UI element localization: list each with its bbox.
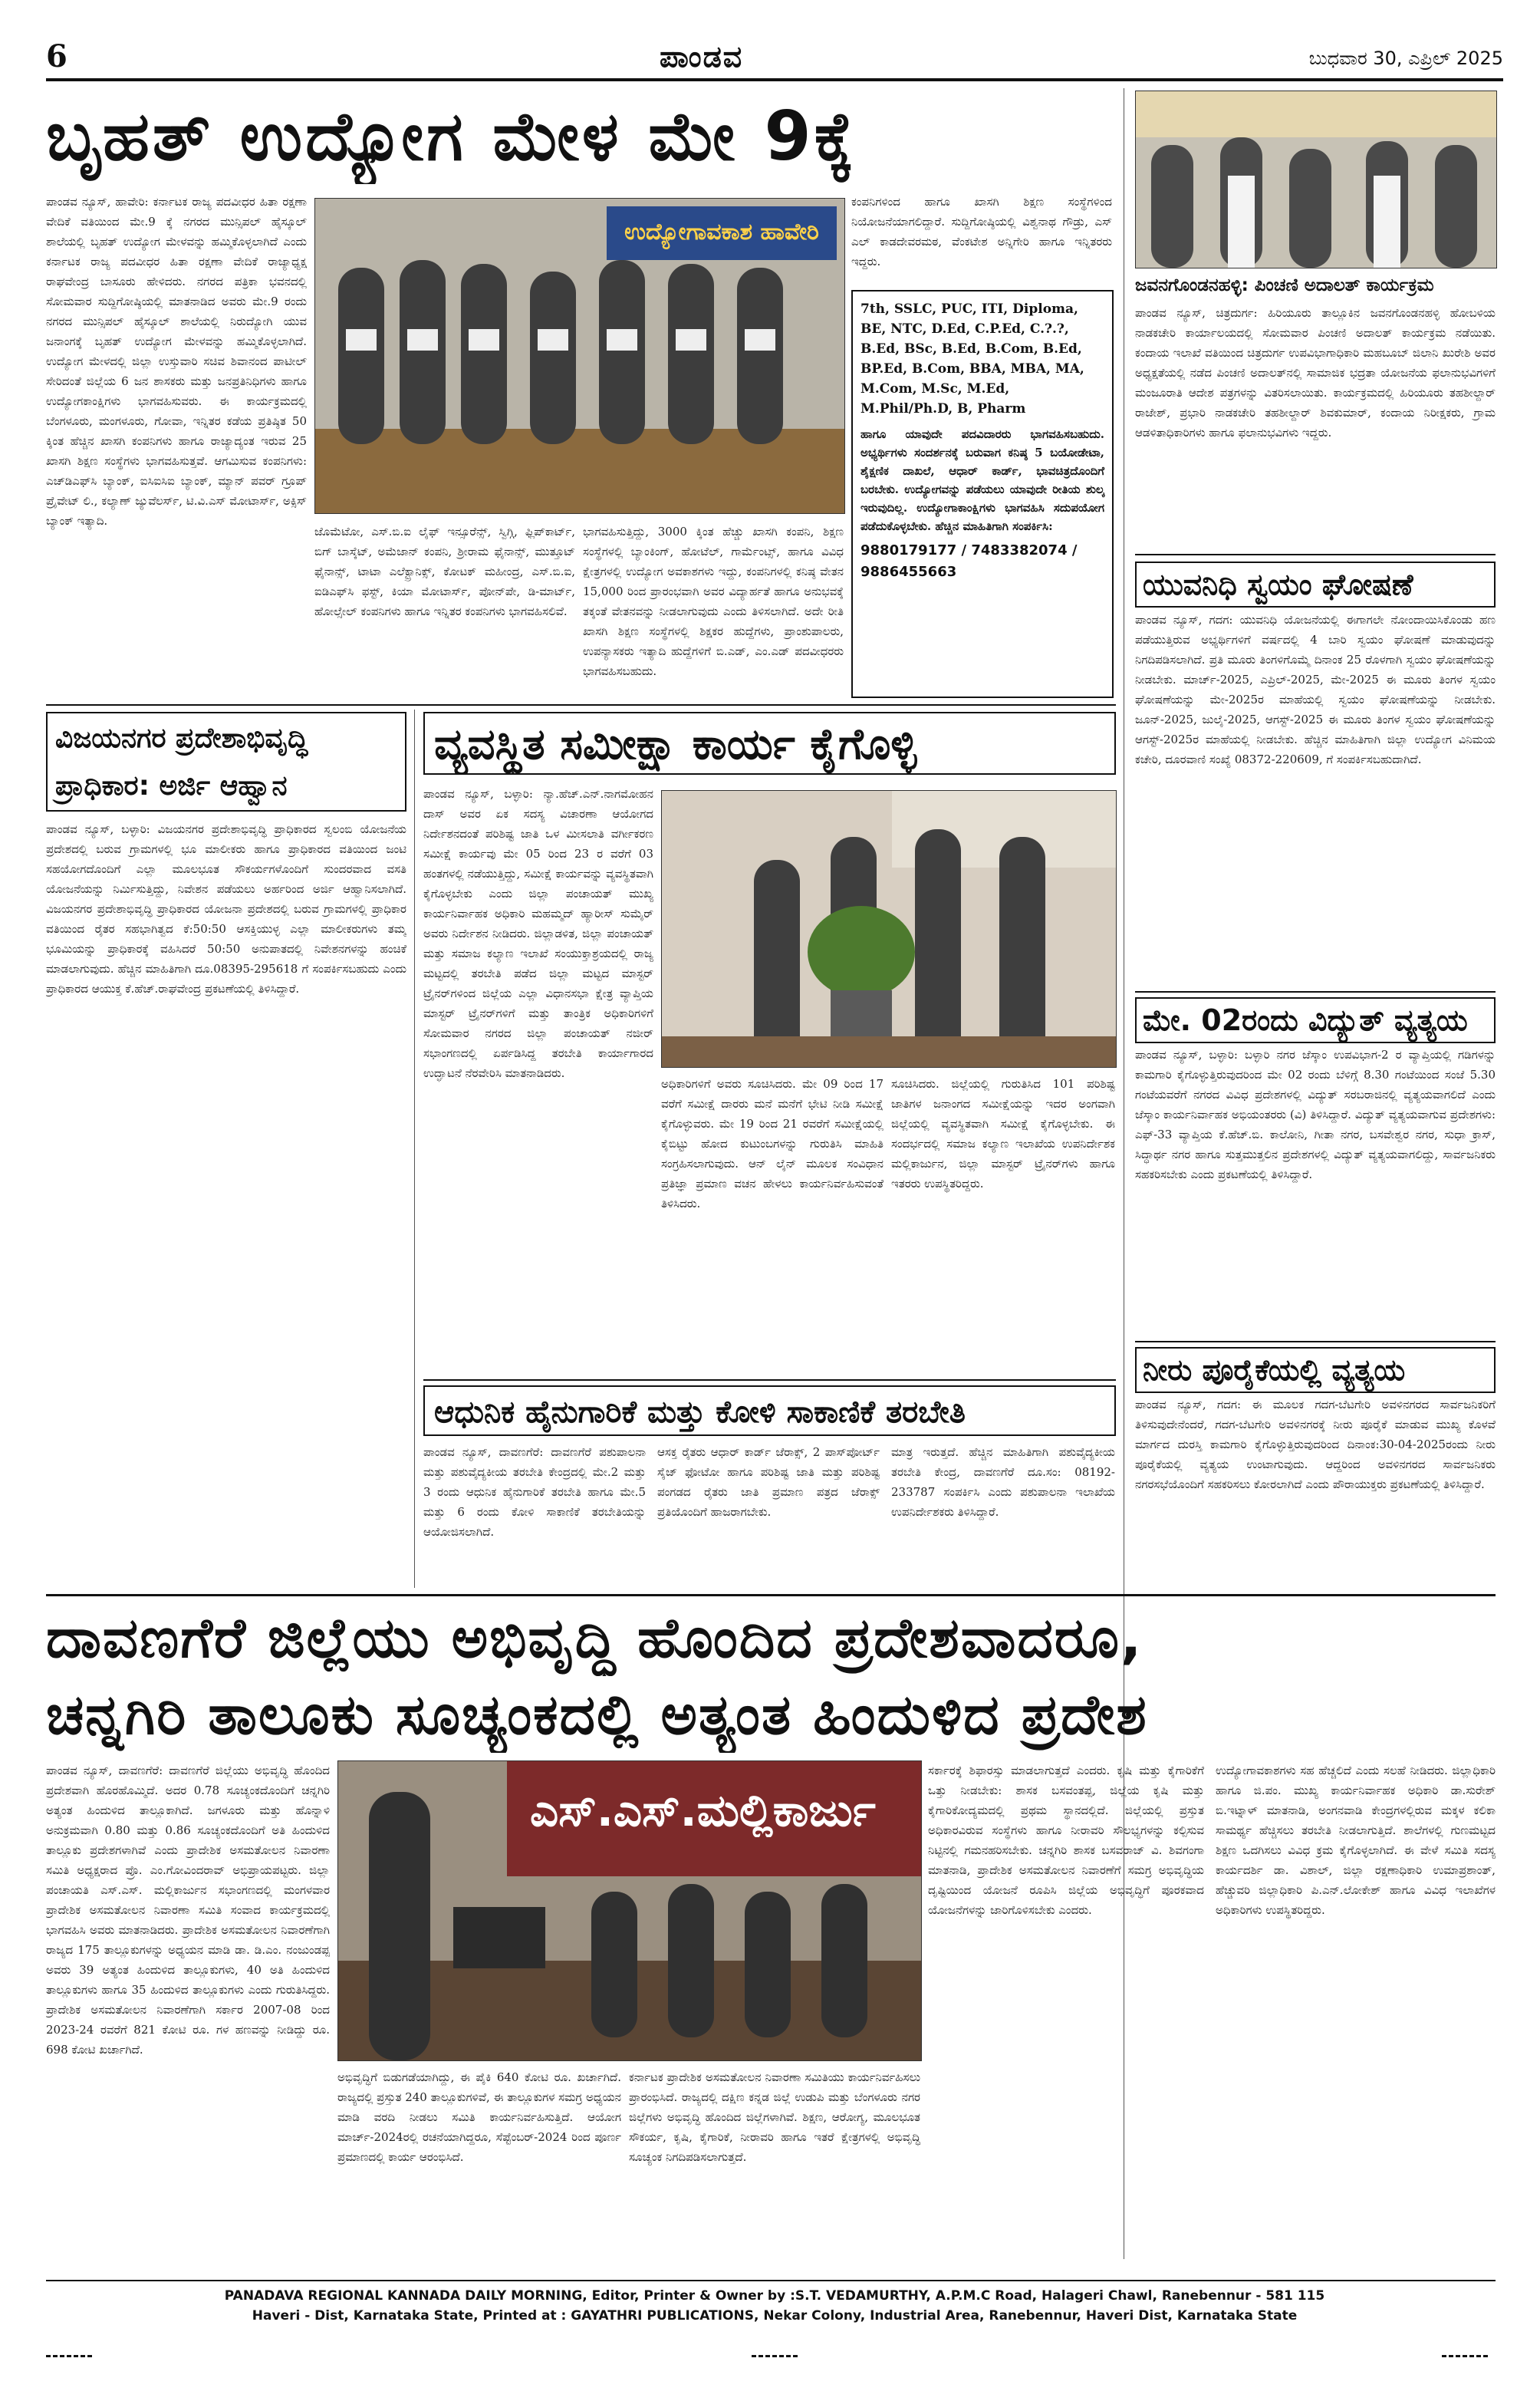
divider [46,704,1116,706]
imprint [46,2286,1503,2326]
pension-body: ಪಾಂಡವ ನ್ಯೂಸ್, ಚಿತ್ರದುರ್ಗ: ಹಿರಿಯೂರು ತಾಲ್ಲೂಕಿನ ಜವನಗೊಂಡನಹಳ್ಳಿ ಹೋಬಳಿಯ ನಾಡಕಚೇರಿ ಕಾರ್ಯಾಲಯದಲ್ಲಿ ಸೋಮವಾರ ಪಿಂಚಣಿ ಅದಾಲತ್ ಕಾರ್ಯಕ್ರಮ ನಡೆಯಿತು. ಕಂದಾಯ ಇಲಾಖೆ ವತಿಯಿಂದ ಚಿತ್ರದುರ್ಗ ಉಪವಿಭಾಗಾಧಿಕಾರಿ ಮಹಬೂಬ್ ಜಿಲಾನಿ ಖುರೇಶಿ ಅವರ ಅಧ್ಯಕ್ಷತೆಯಲ್ಲಿ ನಡೆದ ಪಿಂಚಣಿ ಅದಾಲತ್‌ನಲ್ಲಿ ಸಾಮಾಜಿಕ ಭದ್ರತಾ ಯೋಜನೆಯ ಫಲಾನುಭವಿಗಳಿಗೆ ಮಂಜೂರಾತಿ ಆದೇಶ ಪತ್ರಗಳನ್ನು ವಿತರಿಸಲಾಯಿತು. ಕಾರ್ಯಕ್ರಮದಲ್ಲಿ ಹಿರಿಯೂರು ತಹಶೀಲ್ದಾರ್ ರಾಜೇಶ್, ಪ್ರಭಾರಿ ನಾಡಕಚೇರಿ ತಹಶೀಲ್ದಾರ್ ಶಿವಕುಮಾರ್, ಕಂದಾಯ ನಿರೀಕ್ಷಕರು, ಗ್ರಾಮ ಆಡಳಿತಾಧಿಕಾರಿಗಳು ಹಾಗೂ ಫಲಾನುಭವಿಗಳು ಇದ್ದರು. [1135,306,1496,440]
review-headline: ವ್ಯವಸ್ಥಿತ ಸಮೀಕ್ಷಾ ಕಾರ್ಯ ಕೈಗೊಳ್ಳಿ [423,712,1116,775]
job-fair-col3: ಭಾಗವಹಿಸುತ್ತಿದ್ದು, 3000 ಕ್ಕಿಂತ ಹೆಚ್ಚು ಖಾಸಗಿ ಕಂಪನಿ, ಶಿಕ್ಷಣ ಸಂಸ್ಥೆಗಳಲ್ಲಿ ಬ್ಯಾಂಕಿಂಗ್, ಹೋಟೆಲ್, ಗಾರ್ಮೆಂಟ್ಸ್, ಹಾಗೂ ವಿವಿಧ ಕ್ಷೇತ್ರಗಳಲ್ಲಿ ಉದ್ಯೋಗ ಅವಕಾಶಗಳು ಇದ್ದು, ಕಂಪನಿಗಳಲ್ಲಿ ಕನಿಷ್ಠ ವೇತನ 15,000 ರಿಂದ ಪ್ರಾರಂಭವಾಗಿ ಅವರ ವಿದ್ಯಾರ್ಹತೆ ಹಾಗೂ ಅನುಭವಕ್ಕೆ ತಕ್ಕಂತೆ ವೇತನವನ್ನು ನೀಡಲಾಗುವುದು ಎಂದು ತಿಳಿಸಲಾಗಿದೆ. ಅದೇ ರೀತಿ ಖಾಸಗಿ ಶಿಕ್ಷಣ ಸಂಸ್ಥೆಗಳಲ್ಲಿ ಶಿಕ್ಷಕರ ಹುದ್ದೆಗಳು, ಪ್ರಾಂಶುಪಾಲರು, ಉಪನ್ಯಾಸಕರು ಇತ್ಯಾದಿ ಹುದ್ದೆಗಳಿಗೆ ಬಿ.ಎಡ್, ಎಂ.ಎಡ್ ಪದವೀಧರರು ಭಾಗವಹಿಸಬಹುದು. [583,525,844,678]
imprint-line-1: PANADAVA REGIONAL KANNADA DAILY MORNING, Editor, Printer & Owner by :S.T. VEDAMURTHY, A.P.M.C Road, Halageri Chawl, Ranebennur - 581 115 [224,2288,1325,2304]
davanagere-col5: ಉದ್ಯೋಗಾವಕಾಶಗಳು ಸಹ ಹೆಚ್ಚಲಿದೆ ಎಂದು ಸಲಹೆ ನೀಡಿದರು. ಜಿಲ್ಲಾಧಿಕಾರಿ ಹಾಗೂ ಜಿ.ಪಂ. ಮುಖ್ಯ ಕಾರ್ಯನಿರ್ವಾಹಕ ಅಧಿಕಾರಿ ಡಾ.ಸುರೇಶ್ ಬಿ.ಇಟ್ನಾಳ್ ಮಾತನಾಡಿ, ಅಂಗನವಾಡಿ ಕೇಂದ್ರಗಳಲ್ಲಿರುವ ಮಕ್ಕಳ ಕಲಿಕಾ ಸಾಮರ್ಥ್ಯ ಹೆಚ್ಚಿಸಲು ತರಬೇತಿ ನೀಡಲಾಗುತ್ತಿದೆ. ಶಾಲೆಗಳಲ್ಲಿ ಗುಣಮಟ್ಟದ ಶಿಕ್ಷಣ ಒದಗಿಸಲು ವಿವಿಧ ಕ್ರಮ ಕೈಗೊಳ್ಳಲಾಗಿದೆ. ಈ ವೇಳೆ ಸಮಿತಿ ಸದಸ್ಯ ಕಾರ್ಯದರ್ಶಿ ಡಾ. ವಿಶಾಲ್, ಜಿಲ್ಲಾ ರಕ್ಷಣಾಧಿಕಾರಿ ಉಮಾಪ್ರಶಾಂತ್, ಹೆಚ್ಚುವರಿ ಜಿಲ್ಲಾಧಿಕಾರಿ ಪಿ.ಎನ್.ಲೋಕೇಶ್ ಹಾಗೂ ವಿವಿಧ ಇಲಾಖೆಗಳ ಅಧಿಕಾರಿಗಳು ಉಪಸ್ಥಿತರಿದ್ದರು. [1216,1764,1496,1917]
qualification-list: 7th, SSLC, PUC, ITI, Diploma, BE, NTC, D.Ed, C.P.Ed, C.?.?, B.Ed, BSc, B.Ed, B.Com, B.Ed, BP.Ed, B.Com, BBA, MBA, MA, M.Com, M.Sc, M.Ed, M.Phil/Ph.D, B, Pharm [860,301,1084,417]
pension-photo-art [1136,91,1496,268]
power-headline: ಮೇ. 02ರಂದು ವಿದ್ಯುತ್ ವ್ಯತ್ಯಯ [1135,997,1496,1043]
paper-name: ಪಾಂಡವ [660,40,744,74]
footer-rule [46,2280,1496,2281]
divider [46,1594,1496,1596]
vijayanagara-headline: ವಿಜಯನಗರ ಪ್ರದೇಶಾಭಿವೃದ್ಧಿ ಪ್ರಾಧಿಕಾರ: ಅರ್ಜಿ ಆಹ್ವಾನ [46,712,406,812]
dairy-headline: ಆಧುನಿಕ ಹೈನುಗಾರಿಕೆ ಮತ್ತು ಕೋಳಿ ಸಾಕಾಣಿಕೆ ತರಬೇತಿ [423,1385,1116,1436]
job-fair-headline: ಬೃಹತ್ ಉದ್ಯೋಗ ಮೇಳ ಮೇ 9ಕ್ಕೆ [46,97,857,176]
davanagere-banner-text: ಎಸ್.ಎಸ್.ಮಲ್ಲಿಕಾರ್ಜು [530,1784,876,1836]
job-fair-photo [314,198,845,514]
issue-date: ಬುಧವಾರ 30, ಎಪ್ರಿಲ್ 2025 [1308,48,1503,69]
job-fair-col1: ಪಾಂಡವ ನ್ಯೂಸ್, ಹಾವೇರಿ: ಕರ್ನಾಟಕ ರಾಜ್ಯ ಪದವೀಧರ ಹಿತಾ ರಕ್ಷಣಾ ವೇದಿಕೆ ವತಿಯಿಂದ ಮೇ.9 ಕ್ಕೆ ನಗರದ ಮುನ್ಸಿಪಲ್ ಹೈಸ್ಕೂಲ್ ಶಾಲೆಯಲ್ಲಿ ಬೃಹತ್ ಉದ್ಯೋಗ ಮೇಳವನ್ನು ಹಮ್ಮಿಕೊಳ್ಳಲಾಗಿದೆ ಎಂದು ಕರ್ನಾಟಕ ರಾಜ್ಯ ಪದವೀಧರ ಹಿತಾ ರಕ್ಷಣಾ ವೇದಿಕೆ ರಾಜ್ಯಾಧ್ಯಕ್ಷ ರಾಘವೇಂದ್ರ ಬಾಸೂರು ಹೇಳಿದರು. ನಗರದ ಪತ್ರಿಕಾ ಭವನದಲ್ಲಿ ಸೋಮವಾರ ಸುದ್ದಿಗೋಷ್ಠಿಯಲ್ಲಿ ಮಾತನಾಡಿದ ಅವರು ಮೇ.9 ರಂದು ನಗರದ ಮುನ್ಸಿಪಲ್ ಹೈಸ್ಕೂಲ್ ಶಾಲೆಯಲ್ಲಿ ನಿರುದ್ಯೋಗಿ ಯುವ ಜನಾಂಗಕ್ಕೆ ಬೃಹತ್ ಉದ್ಯೋಗ ಮೇಳವನ್ನು ಹಮ್ಮಿಕೊಳ್ಳಲಾಗಿದೆ. ಉದ್ಯೋಗ ಮೇಳದಲ್ಲಿ ಜಿಲ್ಲಾ ಉಸ್ತುವಾರಿ ಸಚಿವ ಶಿವಾನಂದ ಪಾಟೀಲ್ ಸೇರಿದಂತೆ ಜಿಲ್ಲೆಯ 6 ಜನ ಶಾಸಕರು ಮತ್ತು ಜನಪ್ರತಿನಿಧಿಗಳು ಹಾಗೂ ಉದ್ಯೋಗಕಾಂಕ್ಷಿಗಳು ಭಾಗವಹಿಸುವರು. ಈ ಕಾರ್ಯಕ್ರಮದಲ್ಲಿ ಬೆಂಗಳೂರು, ಮಂಗಳೂರು, ಗೋವಾ, ಇನ್ನಿತರ ಕಡೆಯ ಪ್ರತಿಷ್ಠಿತ 50 ಕ್ಕಿಂತ ಹೆಚ್ಚಿನ ಖಾಸಗಿ ಕಂಪನಿಗಳು ಹಾಗೂ ರಾಜ್ಯಾದ್ಯಂತ ಇರುವ 25 ಖಾಸಗಿ ಶಿಕ್ಷಣ ಸಂಸ್ಥೆಗಳು ಭಾಗವಹಿಸುತ್ತವೆ. ಆಗಮಿಸುವ ಕಂಪನಿಗಳು: ಎಚ್‌ಡಿ‌ಎಫ್‌ಸಿ ಬ್ಯಾಂಕ್, ಐಸಿಐಸಿಐ ಬ್ಯಾಂಕ್, ಮ್ಯಾನ್ ಪವರ್ ಗ್ರೂಪ್ ಪ್ರೈವೇಟ್ ಲಿ., ಕಲ್ಯಾಣ್ ಜ್ಯುವೆಲರ್ಸ್, ಟಿ.ವಿ.ಎಸ್ ಮೋಟಾರ್ಸ್, ಅಕ್ಸಿಸ್ ಬ್ಯಾಂಕ್ ಇತ್ಯಾದಿ. [46,195,307,528]
water-headline: ನೀರು ಪೂರೈಕೆಯಲ್ಲಿ ವ್ಯತ್ಯಯ [1135,1347,1496,1393]
divider [1135,1341,1496,1342]
masthead [46,38,1503,77]
dairy-col3: ಮಾತ್ರ ಇರುತ್ತದೆ. ಹೆಚ್ಚಿನ ಮಾಹಿತಿಗಾಗಿ ಪಶುವೈದ್ಯಕೀಯ ತರಬೇತಿ ಕೇಂದ್ರ, ದಾವಣಗೆರೆ ದೂ.ಸಂ: 08192-233787 ಸಂಪರ್ಕಿಸಿ ಎಂದು ಪಶುಪಾಲನಾ ಇಲಾಖೆಯ ಉಪನಿರ್ದೇಶಕರು ತಿಳಿಸಿದ್ದಾರೆ. [891,1445,1115,1519]
crop-mark [752,2355,798,2357]
qualification-box [851,290,1114,698]
review-photo-art [662,791,1116,1067]
review-col4: ಸೂಚಿಸಿದರು. ಜಿಲ್ಲೆಯಲ್ಲಿ ಗುರುತಿಸಿದ 101 ಪರಿಶಿಷ್ಟ ಜಾತಿಗಳ ಜನಾಂಗದ ಸಮೀಕ್ಷೆಯನ್ನು ಇದರ ಅಂಗವಾಗಿ ಜಿಲ್ಲೆಯಲ್ಲಿ ವ್ಯವಸ್ಥಿತವಾಗಿ ಸಮೀಕ್ಷೆ ಕೈಗೊಳ್ಳಬೇಕು. ಈ ಸಂದರ್ಭದಲ್ಲಿ ಸಮಾಜ ಕಲ್ಯಾಣ ಇಲಾಖೆಯ ಉಪನಿರ್ದೇಶಕ ಮಲ್ಲಿಕಾರ್ಜುನ, ಜಿಲ್ಲಾ ಮಾಸ್ಟರ್ ಟ್ರೈನರ್‌ಗಳು ಹಾಗೂ ಇತರರು ಉಪಸ್ಥಿತರಿದ್ದರು. [891,1077,1115,1191]
crop-mark [1442,2355,1488,2357]
davanagere-photo [337,1760,922,2061]
divider [423,1379,1116,1381]
yuvanidhi-headline: ಯುವನಿಧಿ ಸ್ವಯಂ ಘೋಷಣೆ [1135,562,1496,608]
job-fair-col4: ಕಂಪನಿಗಳಿಂದ ಹಾಗೂ ಖಾಸಗಿ ಶಿಕ್ಷಣ ಸಂಸ್ಥೆಗಳಿಂದ ನಿಯೋಜನೆಯಾಗಲಿದ್ದಾರೆ. ಸುದ್ದಿಗೋಷ್ಠಿಯಲ್ಲಿ ವಿಶ್ವನಾಥ ಗೌಡ್ರು, ಎಸ್ ಎಲ್ ಕಾಡದೇವರಮಠ, ವೆಂಕಟೇಶ ಅನ್ನಿಗೇರಿ ಹಾಗೂ ಇನ್ನಿತರರು ಇದ್ದರು. [851,195,1112,268]
review-col3: ಅಧಿಕಾರಿಗಳಿಗೆ ಅವರು ಸೂಚಿಸಿದರು. ಮೇ 09 ರಿಂದ 17 ವರೆಗೆ ಸಮೀಕ್ಷೆ ದಾರರು ಮನೆ ಮನೆಗೆ ಭೇಟಿ ನೀಡಿ ಸಮೀಕ್ಷೆ ಕೈಗೊಳ್ಳುವರು. ಮೇ 19 ರಿಂದ 21 ರವರೆಗೆ ಸಮೀಕ್ಷೆಯಲ್ಲಿ ಕೈಬಿಟ್ಟು ಹೋದ ಕುಟುಂಬಗಳನ್ನು ಗುರುತಿಸಿ ಮಾಹಿತಿ ಸಂಗ್ರಹಿಸಲಾಗುವುದು. ಆನ್ ಲೈನ್ ಮೂಲಕ ಸಂವಿಧಾನ ಪ್ರತಿಜ್ಞಾ ಪ್ರಮಾಣ ವಚನ ಹೇಳಲು ಕಾರ್ಯನಿರ್ವಹಿಸುವಂತೆ ತಿಳಿಸಿದರು. [661,1077,884,1210]
qualification-note: ಹಾಗೂ ಯಾವುದೇ ಪದವಿದಾರರು ಭಾಗವಹಿಸಬಹುದು. ಅಭ್ಯರ್ಥಿಗಳು ಸಂದರ್ಶನಕ್ಕೆ ಬರುವಾಗ ಕನಿಷ್ಠ 5 ಬಯೋಡೇಟಾ, ಶೈಕ್ಷಣಿಕ ದಾಖಲೆ, ಆಧಾರ್ ಕಾರ್ಡ್, ಭಾವಚಿತ್ರದೊಂದಿಗೆ ಬರಬೇಕು. ಉದ್ಯೋಗವನ್ನು ಪಡೆಯಲು ಯಾವುದೇ ರೀತಿಯ ಶುಲ್ಕ ಇರುವುದಿಲ್ಲ. ಉದ್ಯೋಗಾಕಾಂಕ್ಷಿಗಳು ಭಾಗವಹಿಸಿ ಸದುಪಯೋಗ ಪಡೆದುಕೊಳ್ಳಬೇಕು. ಹೆಚ್ಚಿನ ಮಾಹಿತಿಗಾಗಿ ಸಂಪರ್ಕಿಸಿ: [860,427,1104,533]
pension-headline: ಜವನಗೊಂಡನಹಳ್ಳಿ: ಪಿಂಚಣಿ ಅದಾಲತ್ ಕಾರ್ಯಕ್ರಮ [1135,275,1434,295]
pension-photo [1135,91,1497,268]
yuvanidhi-body: ಪಾಂಡವ ನ್ಯೂಸ್, ಗದಗ: ಯುವನಿಧಿ ಯೋಜನೆಯಲ್ಲಿ ಈಗಾಗಲೇ ನೋಂದಾಯಿಸಿಕೊಂಡು ಹಣ ಪಡೆಯುತ್ತಿರುವ ಅಭ್ಯರ್ಥಿಗಳಿಗೆ ವರ್ಷದಲ್ಲಿ 4 ಬಾರಿ ಸ್ವಯಂ ಘೋಷಣೆ ಮಾಡುವುದನ್ನು ನಿಗದಿಪಡಿಸಲಾಗಿದೆ. ಪ್ರತಿ ಮೂರು ತಿಂಗಳಿಗೊಮ್ಮೆ ದಿನಾಂಕ 25 ರೊಳಗಾಗಿ ಸ್ವಯಂ ಘೋಷಣೆಯನ್ನು ನೀಡಬೇಕು. ಮಾರ್ಚ್-2025, ಎಪ್ರಿಲ್-2025, ಮೇ-2025 ಈ ಮೂರು ತಿಂಗಳ ಸ್ವಯಂ ಘೋಷಣೆಯನ್ನು ಮೇ-2025ರ ಮಾಹೆಯಲ್ಲಿ ಸ್ವಯಂ ಘೋಷಣೆಯನ್ನು ನೀಡಬೇಕು. ಜೂನ್-2025, ಜುಲೈ-2025, ಆಗಸ್ಟ್-2025 ಈ ಮೂರು ತಿಂಗಳ ಸ್ವಯಂ ಘೋಷಣೆಯನ್ನು ಆಗಸ್ಟ್-2025ರ ಮಾಹೆಯಲ್ಲಿ ನೀಡಬೇಕು. ಹೆಚ್ಚಿನ ಮಾಹಿತಿಗಾಗಿ ಜಿಲ್ಲಾ ಉದ್ಯೋಗ ವಿನಿಮಯ ಕಚೇರಿ, ದೂರವಾಣಿ ಸಂಖ್ಯೆ 08372-220609, ಗೆ ಸಂಪರ್ಕಿಸಬಹುದಾಗಿದೆ. [1135,613,1496,766]
page-number: 6 [46,38,67,74]
contact-numbers: 9880179177 / 7483382074 / 9886455663 [860,542,1078,580]
vijayanagara-body: ಪಾಂಡವ ನ್ಯೂಸ್, ಬಳ್ಳಾರಿ: ವಿಜಯನಗರ ಪ್ರದೇಶಾಭಿವೃದ್ಧಿ ಪ್ರಾಧಿಕಾರದ ಸ್ವಲಂಬಿ ಯೋಜನೆಯ ಪ್ರದೇಶದಲ್ಲಿ ಬರುವ ಗ್ರಾಮಗಳಲ್ಲಿ ಭೂ ಮಾಲೀಕರು ಹಾಗೂ ಪ್ರಾಧಿಕಾರದ ವತಿಯಿಂದ ಜಂಟಿ ಸಹಯೋಗದೊಂದಿಗೆ ಎಲ್ಲಾ ಮೂಲಭೂತ ಸೌಕರ್ಯಗಳೊಂದಿಗೆ ಸುಂದರವಾದ ವಸತಿ ಯೋಜನೆಯನ್ನು ನಿರ್ಮಿಸುತ್ತಿದ್ದು, ನಿವೇಶನ ಪಡೆಯಲು ಅರ್ಹರಿಂದ ಅರ್ಜಿ ಆಹ್ವಾನಿಸಲಾಗಿದೆ. ವಿಜಯನಗರ ಪ್ರದೇಶಾಭಿವೃದ್ಧಿ ಪ್ರಾಧಿಕಾರದ ಯೋಜನಾ ಪ್ರದೇಶದಲ್ಲಿ ಬರುವ ಗ್ರಾಮಗಳಲ್ಲಿ ಪ್ರಾಧಿಕಾರ ವತಿಯಿಂದ ರೈತರ ಸಹಭಾಗಿತ್ವದ ಕೆ:50:50 ಆಸಕ್ತಿಯುಳ್ಳ ಎಲ್ಲಾ ಮಾಲೀಕರುಗಳು ತಮ್ಮ ಭೂಮಿಯನ್ನು ಪ್ರಾಧಿಕಾರಕ್ಕೆ ವಹಿಸಿದರೆ 50:50 ಅನುಪಾತದಲ್ಲಿ ನಿವೇಶನಗಳನ್ನು ಹಂಚಿಕೆ ಮಾಡಲಾಗುವುದು. ಹೆಚ್ಚಿನ ಮಾಹಿತಿಗಾಗಿ ದೂ.08395-295618 ಗೆ ಸಂಪರ್ಕಿಸಬಹುದು ಎಂದು ಪ್ರಾಧಿಕಾರದ ಆಯುಕ್ತ ಕೆ.ಹೆಚ್.ರಾಘವೇಂದ್ರ ಪ್ರಕಟಣೆಯಲ್ಲಿ ತಿಳಿಸಿದ್ದಾರೆ. [46,822,406,996]
davanagere-col4: ಸರ್ಕಾರಕ್ಕೆ ಶಿಫಾರಸ್ಸು ಮಾಡಲಾಗುತ್ತದೆ ಎಂದರು. ಕೃಷಿ ಮತ್ತು ಕೈಗಾರಿಕೆಗೆ ಒತ್ತು ನೀಡಬೇಕು: ಶಾಸಕ ಬಸವಂತಪ್ಪ, ಜಿಲ್ಲೆಯ ಕೃಷಿ ಮತ್ತು ಕೈಗಾರಿಕೋದ್ಯಮದಲ್ಲಿ ಪ್ರಥಮ ಸ್ಥಾನದಲ್ಲಿದೆ. ಜಿಲ್ಲೆಯಲ್ಲಿ ಪ್ರಸ್ತುತ ಅಧಿಕಾರವಿರುವ ಸಂಸ್ಥೆಗಳು ಹಾಗೂ ನೀರಾವರಿ ಸೌಲಭ್ಯಗಳನ್ನು ಕಲ್ಪಿಸುವ ನಿಟ್ಟಿನಲ್ಲಿ ಗಮನಹರಿಸಬೇಕು. ಚನ್ನಗಿರಿ ಶಾಸಕ ಬಸವರಾಜ್ ವಿ. ಶಿವಗಂಗಾ ಮಾತನಾಡಿ, ಪ್ರಾದೇಶಿಕ ಅಸಮತೋಲನ ನಿವಾರಣೆಗೆ ಸಮಗ್ರ ಅಭಿವೃದ್ಧಿಯ ದೃಷ್ಟಿಯಿಂದ ಯೋಜನೆ ರೂಪಿಸಿ ಜಿಲ್ಲೆಯ ಅಭಿವೃದ್ಧಿಗೆ ಪೂರಕವಾದ ಯೋಜನೆಗಳನ್ನು ಜಾರಿಗೊಳಿಸಬೇಕು ಎಂದರು. [928,1764,1204,1917]
job-fair-col2: ಜೊಮೆಟೋ, ಎಸ್.ಬಿ.ಐ ಲೈಫ್ ಇನ್ಸೂರೆನ್ಸ್, ಸ್ವಿಗ್ಗಿ, ಫ್ಲಿಪ್‌ಕಾರ್ಟ್, ಬಿಗ್ ಬಾಸ್ಕೆಟ್, ಅಮೆಜಾನ್ ಕಂಪನಿ, ಶ್ರೀರಾಮ ಫೈನಾನ್ಸ್, ಮುತ್ತೂಟ್ ಫೈನಾನ್ಸ್, ಟಾಟಾ ಎಲೆಕ್ಟ್ರಾನಿಕ್ಸ್, ಕೋಟಕ್ ಮಹೀಂದ್ರ, ಎಸ್.ಬಿ.ಐ, ಐಡಿಎಫ್‌ಸಿ ಫಸ್ಟ್, ಕಿಯಾ ಮೋಟಾರ್ಸ್, ಪೋನ್‌ಪೇ, ಡಿ-ಮಾರ್ಟ್, ಹೋಲ್ಸೇಲ್ ಕಂಪನಿಗಳು ಹಾಗೂ ಇನ್ನಿತರ ಕಂಪನಿಗಳು ಭಾಗವಹಿಸಲಿವೆ. [314,525,575,618]
masthead-rule [46,78,1503,81]
review-col1: ಪಾಂಡವ ನ್ಯೂಸ್, ಬಳ್ಳಾರಿ: ನ್ಯಾ.ಹೆಚ್.ಎನ್.ನಾಗಮೋಹನ ದಾಸ್ ಅವರ ಏಕ ಸದಸ್ಯ ವಿಚಾರಣಾ ಆಯೋಗದ ನಿರ್ದೇಶನದಂತೆ ಪರಿಶಿಷ್ಟ ಜಾತಿ ಒಳ ಮೀಸಲಾತಿ ವರ್ಗೀಕರಣ ಸಮೀಕ್ಷೆ ಕಾರ್ಯವು ಮೇ 05 ರಿಂದ 23 ರ ವರೆಗೆ 03 ಹಂತಗಳಲ್ಲಿ ನಡೆಯುತ್ತಿದ್ದು, ಸಮೀಕ್ಷೆ ಕಾರ್ಯವನ್ನು ವ್ಯವಸ್ಥಿತವಾಗಿ ಕೈಗೊಳ್ಳಬೇಕು ಎಂದು ಜಿಲ್ಲಾ ಪಂಚಾಯತ್ ಮುಖ್ಯ ಕಾರ್ಯನಿರ್ವಾಹಕ ಅಧಿಕಾರಿ ಮಹಮ್ಮದ್ ಹ್ಯಾರೀಸ್ ಸುಮೈರ್ ಅವರು ನಿರ್ದೇಶನ ನೀಡಿದರು. ಜಿಲ್ಲಾಡಳಿತ, ಜಿಲ್ಲಾ ಪಂಚಾಯತ್ ಮತ್ತು ಸಮಾಜ ಕಲ್ಯಾಣ ಇಲಾಖೆ ಸಂಯುಕ್ತಾಶ್ರಯದಲ್ಲಿ ರಾಜ್ಯ ಮಟ್ಟದಲ್ಲಿ ತರಬೇತಿ ಪಡೆದ ಜಿಲ್ಲಾ ಮಟ್ಟದ ಮಾಸ್ಟರ್ ಟ್ರೈನರ್‌ಗಳಿಂದ ಜಿಲ್ಲೆಯ ಎಲ್ಲಾ ವಿಧಾನಸಭಾ ಕ್ಷೇತ್ರ ವ್ಯಾಪ್ತಿಯ ಮಾಸ್ಟರ್ ಟ್ರೈನರ್‌ಗಳಿಗೆ ಮತ್ತು ತಾಂತ್ರಿಕ ಅಧಿಕಾರಿಗಳಿಗೆ ಸೋಮವಾರ ನಗರದ ಜಿಲ್ಲಾ ಪಂಚಾಯತ್ ನಜೀರ್ ಸಭಾಂಗಣದಲ್ಲಿ ಏರ್ಪಡಿಸಿದ್ದ ತರಬೇತಿ ಕಾರ್ಯಾಗಾರದ ಉದ್ಘಾಟನೆ ನೆರವೇರಿಸಿ ಮಾತನಾಡಿದರು. [423,787,653,1080]
davanagere-headline-2: ಚನ್ನಗಿರಿ ತಾಲೂಕು ಸೂಚ್ಯಂಕದಲ್ಲಿ ಅತ್ಯಂತ ಹಿಂದುಳಿದ ಪ್ರದೇಶ [46,1682,1148,1747]
review-photo [661,790,1117,1068]
divider [1135,554,1496,555]
davanagere-col2: ಅಭಿವೃದ್ಧಿಗೆ ಬಿಡುಗಡೆಯಾಗಿದ್ದು, ಈ ಪೈಕಿ 640 ಕೋಟಿ ರೂ. ಖರ್ಚಾಗಿದೆ. ರಾಜ್ಯದಲ್ಲಿ ಪ್ರಸ್ತುತ 240 ತಾಲ್ಲೂಕುಗಳಿವೆ, ಈ ತಾಲ್ಲೂಕುಗಳ ಸಮಗ್ರ ಅಧ್ಯಯನ ಮಾಡಿ ವರದಿ ನೀಡಲು ಸಮಿತಿ ಕಾರ್ಯನಿರ್ವಹಿಸುತ್ತಿದೆ. ಆಯೋಗ ಮಾರ್ಚ್-2024ರಲ್ಲಿ ರಚನೆಯಾಗಿದ್ದರೂ, ಸೆಪ್ಟೆಂಬರ್-2024 ರಿಂದ ಪೂರ್ಣ ಪ್ರಮಾಣದಲ್ಲಿ ಕಾರ್ಯ ಆರಂಭಿಸಿದೆ. [337,2070,621,2164]
davanagere-headline-1: ದಾವಣಗೆರೆ ಜಿಲ್ಲೆಯು ಅಭಿವೃದ್ಧಿ ಹೊಂದಿದ ಪ್ರದೇಶವಾದರೂ, [46,1606,1143,1670]
water-body: ಪಾಂಡವ ನ್ಯೂಸ್, ಗದಗ: ಈ ಮೂಲಕ ಗದಗ-ಬೆಟಗೇರಿ ಅವಳಿನಗರದ ಸಾರ್ವಜನಿಕರಿಗೆ ತಿಳಿಸುವುದೇನೆಂದರೆ, ಗದಗ-ಬೆಟಗೇರಿ ಅವಳಿನಗರಕ್ಕೆ ನೀರು ಪೂರೈಕೆ ಮಾಡುವ ಮುಖ್ಯ ಕೊಳವೆ ಮಾರ್ಗದ ದುರಸ್ತಿ ಕಾಮಗಾರಿ ಕೈಗೊಳ್ಳುತ್ತಿರುವುದರಿಂದ ದಿನಾಂಕ:30-04-2025ರಂದು ನೀರು ಪೂರೈಕೆಯಲ್ಲಿ ವ್ಯತ್ಯಯ ಉಂಟಾಗುವುದು. ಆದ್ದರಿಂದ ಅವಳಿನಗರದ ಸಾರ್ವಜನಿಕರು ನಗರಸಭೆಯೊಂದಿಗೆ ಸಹಕರಿಸಲು ಕೋರಲಾಗಿದೆ ಎಂದು ಪೌರಾಯುಕ್ತರು ಪ್ರಕಟಣೆಯಲ್ಲಿ ತಿಳಿಸಿದ್ದಾರೆ. [1135,1398,1496,1491]
job-fair-photo-art [315,199,844,513]
davanagere-col1: ಪಾಂಡವ ನ್ಯೂಸ್, ದಾವಣಗೆರೆ: ದಾವಣಗೆರೆ ಜಿಲ್ಲೆಯು ಅಭಿವೃದ್ಧಿ ಹೊಂದಿದ ಪ್ರದೇಶವಾಗಿ ಹೊರಹೊಮ್ಮಿದೆ. ಅದರ 0.78 ಸೂಚ್ಯಂಕದೊಂದಿಗೆ ಚನ್ನಗಿರಿ ಅತ್ಯಂತ ಹಿಂದುಳಿದ ತಾಲ್ಲೂಕಾಗಿದೆ. ಜಗಳೂರು ಮತ್ತು ಹೊನ್ನಾಳಿ ಅನುಕ್ರಮವಾಗಿ 0.80 ಮತ್ತು 0.86 ಸೂಚ್ಯಂಕದೊಂದಿಗೆ ಅತಿ ಹಿಂದುಳಿದ ತಾಲ್ಲೂಕು ಪ್ರದೇಶಗಳಾಗಿವೆ ಎಂದು ಪ್ರಾದೇಶಿಕ ಅಸಮತೋಲನ ನಿವಾರಣಾ ಸಮಿತಿ ಅಧ್ಯಕ್ಷರಾದ ಪ್ರೊ. ಎಂ.ಗೋವಿಂದರಾವ್ ಅಭಿಪ್ರಾಯಪಟ್ಟರು. ಜಿಲ್ಲಾ ಪಂಚಾಯತಿ ಎಸ್.ಎಸ್. ಮಲ್ಲಿಕಾರ್ಜುನ ಸಭಾಂಗಣದಲ್ಲಿ ಮಂಗಳವಾರ ಪ್ರಾದೇಶಿಕ ಅಸಮತೋಲನ ನಿವಾರಣಾ ಸಮಿತಿ ಸಂವಾದ ಕಾರ್ಯಕ್ರಮದಲ್ಲಿ ಭಾಗವಹಿಸಿ ಅವರು ಮಾತನಾಡಿದರು. ಪ್ರಾದೇಶಿಕ ಅಸಮತೋಲನ ನಿವಾರಣೆಗಾಗಿ ರಾಜ್ಯದ 175 ತಾಲ್ಲೂಕುಗಳನ್ನು ಅಧ್ಯಯನ ಮಾಡಿ ಡಾ. ಡಿ.ಎಂ. ನಂಜುಂಡಪ್ಪ ಅವರು 39 ಅತ್ಯಂತ ಹಿಂದುಳಿದ ತಾಲ್ಲೂಕುಗಳು, 40 ಅತಿ ಹಿಂದುಳಿದ ತಾಲ್ಲೂಕುಗಳು ಹಾಗೂ 35 ಹಿಂದುಳಿದ ತಾಲ್ಲೂಕುಗಳು ಎಂದು ಗುರುತಿಸಿದ್ದರು. ಪ್ರಾದೇಶಿಕ ಅಸಮತೋಲನ ನಿವಾರಣೆಗಾಗಿ ಸರ್ಕಾರ 2007-08 ರಿಂದ 2023-24 ರವರೆಗೆ 821 ಕೋಟಿ ರೂ. ಗಳ ಹಣವನ್ನು ನೀಡಿದ್ದು ರೂ. 698 ಕೋಟಿ ಖರ್ಚಾಗಿದೆ. [46,1764,330,2057]
job-fair-banner-text: ಉದ್ಯೋಗಾವಕಾಶ ಹಾವೇರಿ [624,219,819,245]
dairy-col2: ಆಸಕ್ತ ರೈತರು ಆಧಾರ್ ಕಾರ್ಡ್ ಜೆರಾಕ್ಸ್, 2 ಪಾಸ್‌ಪೋರ್ಟ್ ಸೈಜ್ ಫೋಟೋ ಹಾಗೂ ಪರಿಶಿಷ್ಟ ಜಾತಿ ಮತ್ತು ಪರಿಶಿಷ್ಟ ಪಂಗಡದ ರೈತರು ಜಾತಿ ಪ್ರಮಾಣ ಪತ್ರದ ಜೆರಾಕ್ಸ್ ಪ್ರತಿಯೊಂದಿಗೆ ಹಾಜರಾಗಬೇಕು. [657,1445,880,1519]
column-divider [414,710,415,1588]
imprint-line-2: Haveri - Dist, Karnataka State, Printed at : GAYATHRI PUBLICATIONS, Nekar Colony, Industrial Area, Ranebennur, Haveri Dist, Karnataka State [252,2308,1298,2324]
dairy-col1: ಪಾಂಡವ ನ್ಯೂಸ್, ದಾವಣಗೆರೆ: ದಾವಣಗೆರೆ ಪಶುಪಾಲನಾ ಮತ್ತು ಪಶುವೈದ್ಯಕೀಯ ತರಬೇತಿ ಕೇಂದ್ರದಲ್ಲಿ ಮೇ.2 ಮತ್ತು 3 ರಂದು ಆಧುನಿಕ ಹೈನುಗಾರಿಕೆ ತರಬೇತಿ ಹಾಗೂ ಮೇ.5 ಮತ್ತು 6 ರಂದು ಕೋಳಿ ಸಾಕಾಣಿಕೆ ತರಬೇತಿಯನ್ನು ಆಯೋಜಿಸಲಾಗಿದೆ. [423,1445,646,1539]
crop-mark [46,2355,92,2357]
divider [1135,991,1496,993]
davanagere-col3: ಕರ್ನಾಟಕ ಪ್ರಾದೇಶಿಕ ಅಸಮತೋಲನ ನಿವಾರಣಾ ಸಮಿತಿಯು ಕಾರ್ಯನಿರ್ವಹಿಸಲು ಪ್ರಾರಂಭಿಸಿದೆ. ರಾಜ್ಯದಲ್ಲಿ ದಕ್ಷಿಣ ಕನ್ನಡ ಜಿಲ್ಲೆ ಉಡುಪಿ ಮತ್ತು ಬೆಂಗಳೂರು ನಗರ ಜಿಲ್ಲೆಗಳು ಅಭಿವೃದ್ಧಿ ಹೊಂದಿದ ಜಿಲ್ಲೆಗಳಾಗಿವೆ. ಶಿಕ್ಷಣ, ಆರೋಗ್ಯ, ಮೂಲಭೂತ ಸೌಕರ್ಯ, ಕೃಷಿ, ಕೈಗಾರಿಕೆ, ನೀರಾವರಿ ಹಾಗೂ ಇತರೆ ಕ್ಷೇತ್ರಗಳಲ್ಲಿ ಅಭಿವೃದ್ಧಿ ಸೂಚ್ಯಂಕ ನಿಗದಿಪಡಿಸಲಾಗುತ್ತದೆ. [629,2070,920,2164]
power-body: ಪಾಂಡವ ನ್ಯೂಸ್, ಬಳ್ಳಾರಿ: ಬಳ್ಳಾರಿ ನಗರ ಜೆಸ್ಕಾಂ ಉಪವಿಭಾಗ-2 ರ ವ್ಯಾಪ್ತಿಯಲ್ಲಿ ಗಡಿಗಳನ್ನು ಕಾಮಗಾರಿ ಕೈಗೊಳ್ಳುತ್ತಿರುವುದರಿಂದ ಮೇ 02 ರಂದು ಬೆಳಿಗ್ಗೆ 8.30 ಗಂಟೆಯಿಂದ ಸಂಜೆ 5.30 ಗಂಟೆಯವರೆಗೆ ನಗರದ ವಿವಿಧ ಪ್ರದೇಶಗಳಲ್ಲಿ ವಿದ್ಯುತ್ ಸರಬರಾಜಿನಲ್ಲಿ ವ್ಯತ್ಯಯವಾಗಲಿದೆ ಎಂದು ಜೆಸ್ಕಾಂ ಕಾರ್ಯನಿರ್ವಾಹಕ ಅಭಿಯಂತರರು (ವಿ) ತಿಳಿಸಿದ್ದಾರೆ. ವಿದ್ಯುತ್ ವ್ಯತ್ಯಯವಾಗುವ ಪ್ರದೇಶಗಳು: ಎಫ್-33 ವ್ಯಾಪ್ತಿಯ ಕೆ.ಹೆಚ್.ಬಿ. ಕಾಲೋನಿ, ಗೀತಾ ನಗರ, ಬಸವೇಶ್ವರ ನಗರ, ಸುಧಾ ಕ್ರಾಸ್, ಸಿದ್ಧಾರ್ಥ ನಗರ ಹಾಗೂ ಸುತ್ತಮುತ್ತಲಿನ ಪ್ರದೇಶಗಳಲ್ಲಿ ವಿದ್ಯುತ್ ವ್ಯತ್ಯಯವಾಗಲಿದ್ದು, ಸಾರ್ವಜನಿಕರು ಸಹಕರಿಸಬೇಕು ಎಂದು ಪ್ರಕಟಣೆಯಲ್ಲಿ ತಿಳಿಸಿದ್ದಾರೆ. [1135,1048,1496,1181]
